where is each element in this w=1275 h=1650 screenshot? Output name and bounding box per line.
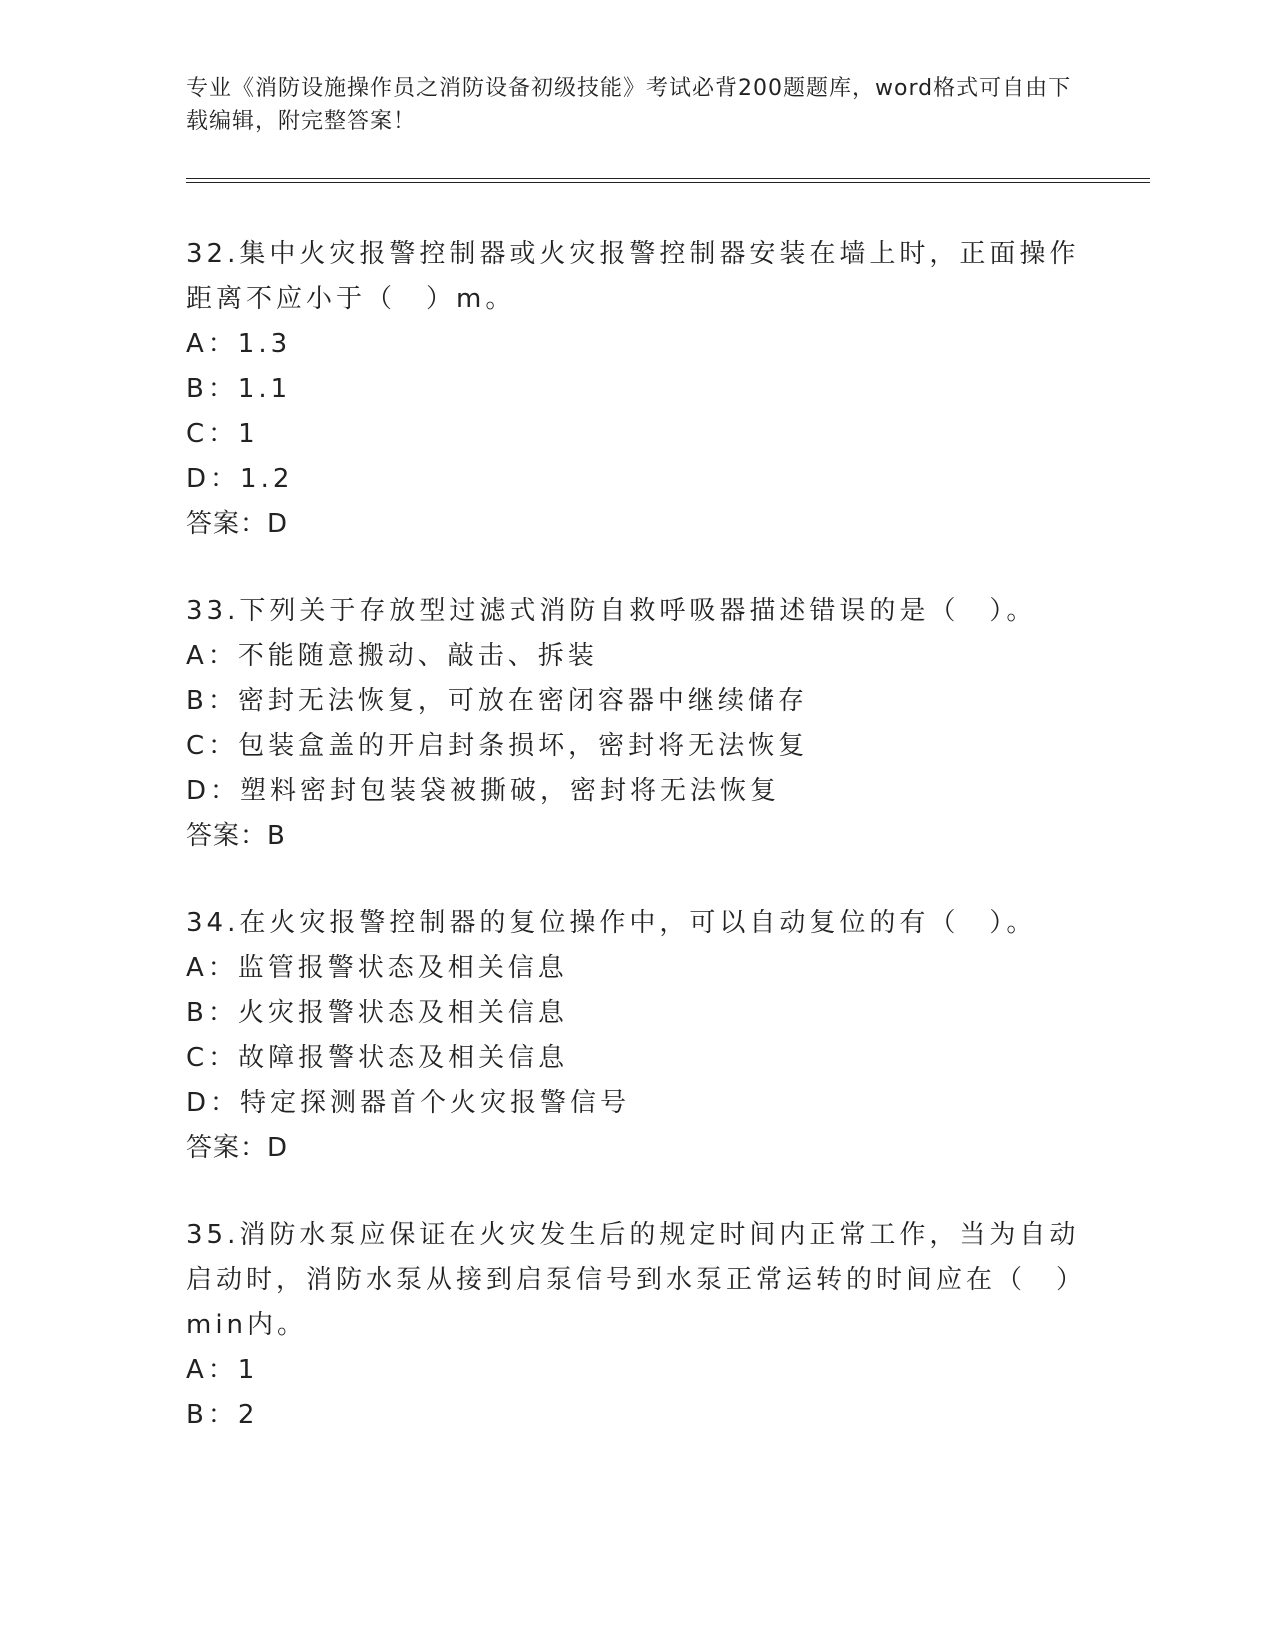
option-a: A：监管报警状态及相关信息 [186, 953, 568, 983]
option-a: A：不能随意搬动、敲击、拆装 [186, 641, 598, 671]
document-header: 专业《消防设施操作员之消防设备初级技能》考试必背200题题库，word格式可自由下载编辑，附完整答案！ [186, 76, 1072, 134]
option-a: A：1.3 [186, 329, 292, 359]
option-d: D：1.2 [186, 464, 294, 494]
answer-label: 答案：B [186, 821, 286, 851]
option-b: B：密封无法恢复，可放在密闭容器中继续储存 [186, 686, 808, 716]
question-text: 35.消防水泵应保证在火灾发生后的规定时间内正常工作，当为自动启动时，消防水泵从接到启泵信号到水泵正常运转的时间应在（ ）min内。 [186, 1220, 1087, 1340]
option-b: B：火灾报警状态及相关信息 [186, 998, 568, 1028]
question-list [186, 232, 1086, 1480]
option-a: A：1 [186, 1355, 259, 1385]
answer-label: 答案：D [186, 509, 289, 539]
question-text: 32.集中火灾报警控制器或火灾报警控制器安装在墙上时，正面操作距离不应小于（ ）m。 [186, 239, 1080, 314]
header-divider-top [186, 178, 1150, 179]
question-35 [186, 1213, 1086, 1438]
question-text: 33.下列关于存放型过滤式消防自救呼吸器描述错误的是（ ）。 [186, 596, 1037, 626]
answer-label: 答案：D [186, 1133, 289, 1163]
option-b: B：1.1 [186, 374, 292, 404]
question-34 [186, 901, 1086, 1171]
header-divider-bottom [186, 182, 1150, 183]
question-32 [186, 232, 1086, 547]
option-c: C：1 [186, 419, 259, 449]
question-text: 34.在火灾报警控制器的复位操作中，可以自动复位的有（ ）。 [186, 908, 1037, 938]
question-33 [186, 589, 1086, 859]
option-d: D：特定探测器首个火灾报警信号 [186, 1088, 631, 1118]
option-d: D：塑料密封包装袋被撕破，密封将无法恢复 [186, 776, 781, 806]
option-b: B：2 [186, 1400, 259, 1430]
option-c: C：包装盒盖的开启封条损坏，密封将无法恢复 [186, 731, 809, 761]
option-c: C：故障报警状态及相关信息 [186, 1043, 569, 1073]
